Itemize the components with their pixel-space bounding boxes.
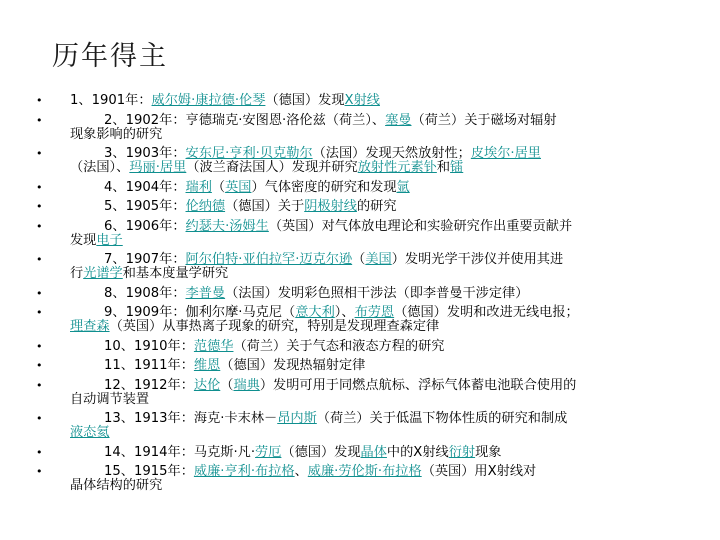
item-text: 发现 <box>70 232 97 248</box>
item-text: 中的X射线 <box>386 444 449 460</box>
wiki-link[interactable]: X射线 <box>344 93 380 108</box>
item-text: 10、1910年： <box>104 338 194 354</box>
item-text: （法国）发现天然放射性； <box>312 146 471 161</box>
bullet-icon: • <box>36 412 43 425</box>
wiki-link[interactable]: 光谱学 <box>83 266 123 281</box>
item-text: （法国）发明彩色照相干涉法（即李普曼干涉定律） <box>225 285 529 301</box>
bullet-icon: • <box>36 339 43 353</box>
bullet-icon: • <box>36 180 43 194</box>
wiki-link[interactable]: 昂内斯 <box>277 411 317 426</box>
item-line <box>104 220 572 234</box>
item-text: 的研究 <box>356 199 397 214</box>
bullet-icon: • <box>36 113 43 127</box>
item-text: 1、1901年： <box>70 93 152 108</box>
item-text: （德国）发现 <box>265 93 345 108</box>
bullet-icon: • <box>36 200 43 213</box>
item-text: 12、1912年： <box>104 377 194 393</box>
item-text: 11、1911年： <box>104 358 194 373</box>
item-line <box>104 306 579 320</box>
item-text: 晶体结构的研究 <box>70 478 163 493</box>
bullet-icon: • <box>36 359 43 372</box>
item-line <box>70 94 380 108</box>
slide-title: 历年得主 <box>52 41 168 72</box>
wiki-link[interactable]: 塞曼 <box>385 112 412 128</box>
item-text: 13、1913年：海克·卡末林－ <box>104 411 278 426</box>
wiki-link[interactable]: 达伦 <box>193 377 221 393</box>
wiki-link[interactable]: 威廉·亨利·布拉格 <box>193 464 295 479</box>
item-text: （英国）对气体放电理论和实验研究作出重要贡献并 <box>268 218 573 234</box>
wiki-link[interactable]: 衍射 <box>448 444 476 460</box>
item-text: 14、1914年：马克斯·凡· <box>104 444 256 460</box>
item-text: 和基本度量学研究 <box>122 266 229 281</box>
wiki-link[interactable]: 意大利 <box>295 305 335 320</box>
item-line <box>70 426 110 440</box>
bullet-icon: • <box>36 253 43 266</box>
bullet-icon: • <box>36 219 43 233</box>
item-text: ）发明可用于同燃点航标、浮标气体蓄电池联合使用的 <box>259 377 577 393</box>
wiki-link[interactable]: 放射性元素钋 <box>357 160 437 175</box>
item-line <box>104 114 557 128</box>
bullet-icon: • <box>36 465 43 478</box>
item-line <box>104 412 567 426</box>
item-text: 现象 <box>475 444 502 460</box>
wiki-link[interactable]: 阿尔伯特·亚伯拉罕·迈克尔逊 <box>185 252 353 267</box>
item-line <box>70 234 123 248</box>
item-text: 自动调节装置 <box>70 391 150 407</box>
item-text: 4、1904年： <box>104 179 186 195</box>
item-text: （德国）发现热辐射定律 <box>220 358 366 373</box>
wiki-link[interactable]: 瑞典 <box>233 377 260 393</box>
wiki-link[interactable]: 电子 <box>96 232 123 248</box>
item-line <box>70 320 439 334</box>
bullet-icon: • <box>36 445 43 459</box>
item-line <box>104 379 576 393</box>
wiki-link[interactable]: 约瑟夫·汤姆生 <box>185 218 269 234</box>
wiki-link[interactable]: 玛丽·居里 <box>129 160 187 175</box>
item-text: 9、1909年：伽利尔摩·马克尼（ <box>104 305 296 320</box>
item-text: （波兰裔法国人）发现并研究 <box>186 160 358 175</box>
item-line <box>104 200 397 214</box>
item-text: ）气体密度的研究和发现 <box>251 179 397 195</box>
item-text: 、 <box>294 464 308 479</box>
item-text: 3、1903年： <box>104 146 186 161</box>
bullet-icon: • <box>36 94 43 107</box>
wiki-link[interactable]: 镭 <box>450 160 464 175</box>
item-text: （ <box>352 252 366 267</box>
wiki-link[interactable]: 维恩 <box>193 358 221 373</box>
item-text: 6、1906年： <box>104 218 186 234</box>
item-text: 5、1905年： <box>104 199 186 214</box>
item-line <box>104 287 528 301</box>
item-line <box>104 465 536 479</box>
item-line <box>104 253 563 267</box>
item-line <box>104 181 410 195</box>
wiki-link[interactable]: 威尔姆·康拉德·伦琴 <box>151 93 266 108</box>
item-text: （荷兰）关于低温下物体性质的研究和制成 <box>316 411 568 426</box>
item-text: ）发明光学干涉仪并使用其进 <box>391 252 564 267</box>
item-line <box>70 128 162 142</box>
wiki-link[interactable]: 范德华 <box>193 338 234 354</box>
wiki-link[interactable]: 美国 <box>365 252 392 267</box>
item-text: （荷兰）关于气态和液态方程的研究 <box>233 338 445 354</box>
item-line <box>104 359 365 373</box>
item-text: （ <box>220 377 234 393</box>
item-line <box>104 147 541 161</box>
item-line <box>70 393 149 407</box>
item-text: 15、1915年： <box>104 464 194 479</box>
item-line <box>104 340 444 354</box>
item-text: （荷兰）关于磁场对辐射 <box>411 112 557 128</box>
bullet-icon: • <box>36 306 43 319</box>
bullet-icon: • <box>36 286 43 300</box>
wiki-link[interactable]: 阴极射线 <box>304 199 357 214</box>
item-text: （法国）、 <box>70 160 130 175</box>
item-text: 7、1907年： <box>104 252 186 267</box>
item-text: （英国）用X射线对 <box>421 464 537 479</box>
wiki-link[interactable]: 威廉·劳伦斯·布拉格 <box>307 464 422 479</box>
wiki-link[interactable]: 劳厄 <box>255 444 282 460</box>
item-line <box>104 446 501 460</box>
wiki-link[interactable]: 布劳恩 <box>354 305 395 320</box>
wiki-link[interactable]: 瑞利 <box>185 179 212 195</box>
item-text: （德国）发明和改进无线电报； <box>394 305 579 320</box>
bullet-icon: • <box>36 378 43 392</box>
item-text: 8、1908年： <box>104 285 186 301</box>
wiki-link[interactable]: 李普曼 <box>185 285 226 301</box>
item-text: ）、 <box>334 305 355 320</box>
item-line <box>70 161 463 175</box>
wiki-link[interactable]: 理查森 <box>70 319 110 334</box>
item-text: （德国）发现 <box>281 444 361 460</box>
wiki-link[interactable]: 皮埃尔·居里 <box>470 146 541 161</box>
wiki-link[interactable]: 伦纳德 <box>185 199 226 214</box>
item-line <box>70 479 162 493</box>
wiki-link[interactable]: 氩 <box>396 179 410 195</box>
item-text: 行 <box>70 266 84 281</box>
wiki-link[interactable]: 安东尼·亨利·贝克勒尔 <box>185 146 313 161</box>
wiki-link[interactable]: 液态氦 <box>70 425 110 440</box>
item-text: （德国）关于 <box>225 199 305 214</box>
item-text: （英国）从事热离子现象的研究，特别是发现理查森定律 <box>109 319 440 334</box>
bullet-icon: • <box>36 147 43 160</box>
wiki-link[interactable]: 晶体 <box>360 444 387 460</box>
wiki-link[interactable]: 英国 <box>225 179 252 195</box>
item-text: 现象影响的研究 <box>70 126 163 142</box>
item-text: 2、1902年：亨德瑞克·安图恩·洛伦兹（荷兰）、 <box>104 112 386 128</box>
item-line <box>70 267 228 281</box>
item-text: （ <box>211 179 226 195</box>
item-text: 和 <box>436 160 451 175</box>
